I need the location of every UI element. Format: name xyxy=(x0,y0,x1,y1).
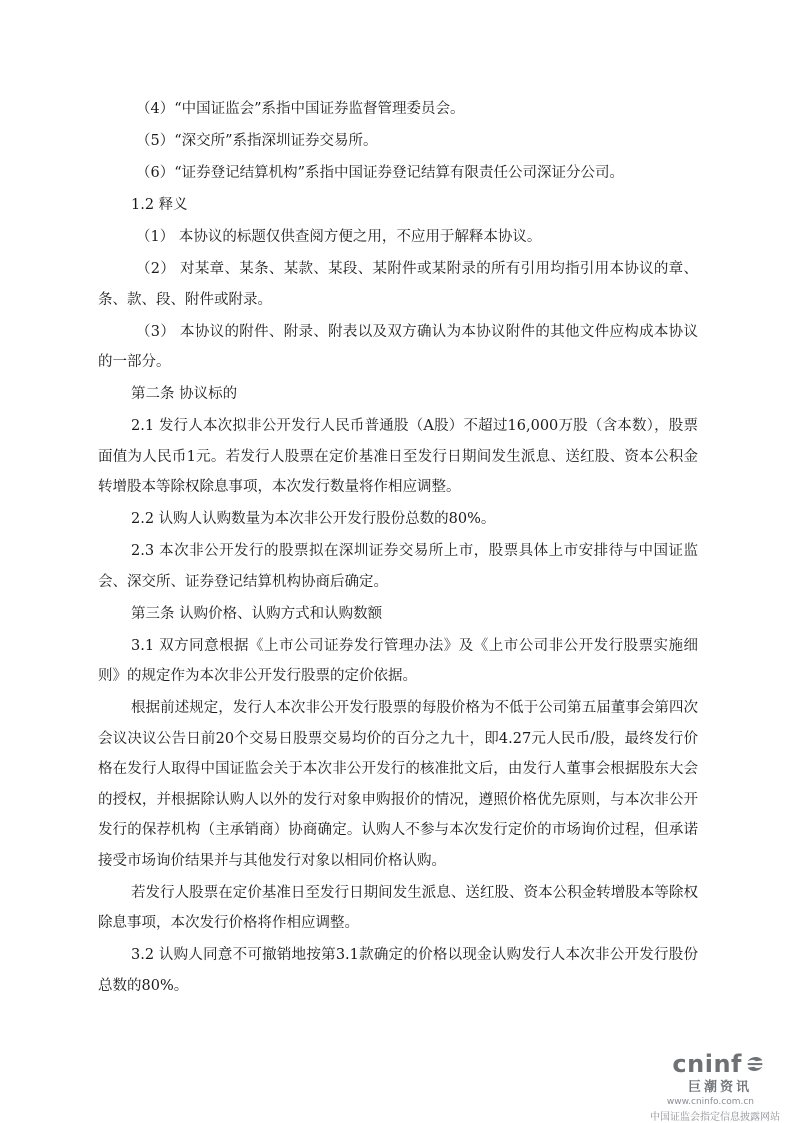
watermark-url: www.cninfo.com.cn xyxy=(666,1097,754,1107)
definition-item-5: （5）“深交所”系指深圳证券交易所。 xyxy=(136,133,378,149)
interpretation-item-3: （3） 本协议的附件、附录、附表以及双方确认为本协议附件的其他文件应构成本协议的一部分。 xyxy=(98,323,698,370)
cninfo-watermark xyxy=(626,1050,780,1123)
article-2-heading: 第二条 协议标的 xyxy=(131,386,238,402)
clause-3-2: 3.2 认购人同意不可撤销地按第3.1款确定的价格以现金认购发行人本次非公开发行股份总数的80%。 xyxy=(98,947,698,994)
clause-3-1-pricing: 根据前述规定，发行人本次非公开发行股票的每股价格为不低于公司第五届董事会第四次会议决议公告日前20个交易日股票交易均价的百分之九十，即4.27元人民币/股，最终发行价格在发行人取得中国证监会关于本次非公开发行的核准批文后，由发行人董事会根据股东大会的授权，并根据除认购人以外的发行对象申购报价的情况，遵照价格优先原则，与本次非公开发行的保荐机构（主承销商）协商确定。认购人不参与本次发行定价的市场询价过程，但承诺接受市场询价结果并与其他发行对象以相同价格认购。 xyxy=(98,700,698,869)
clause-2-3: 2.3 本次非公开发行的股票拟在深圳证券交易所上市，股票具体上市安排待与中国证监会、深交所、证券登记结算机构协商后确定。 xyxy=(98,543,698,590)
definition-item-4: （4）“中国证监会”系指中国证券监督管理委员会。 xyxy=(136,101,465,117)
interpretation-item-2: （2） 对某章、某条、某款、某段、某附件或某附录的所有引用均指引用本协议的章、条、款、段、附件或附录。 xyxy=(98,261,698,308)
clause-2-2: 2.2 认购人认购数量为本次非公开发行股份总数的80%。 xyxy=(131,511,496,527)
watermark-chinese-name: 巨潮资讯 xyxy=(687,1080,752,1095)
watermark-logo-text: cninf xyxy=(672,1050,742,1078)
watermark-tagline: 中国证监会指定信息披露网站 xyxy=(650,1112,780,1123)
section-heading-1-2: 1.2 释义 xyxy=(131,197,188,213)
clause-3-1-adjustment: 若发行人股票在定价基准日至发行日期间发生派息、送红股、资本公积金转增股本等除权除息事项，本次发行价格将作相应调整。 xyxy=(98,884,698,931)
document-body xyxy=(98,94,698,1003)
definition-item-6: （6）“证券登记结算机构”系指中国证券登记结算有限责任公司深证分公司。 xyxy=(136,165,625,181)
watermark-logo-row xyxy=(672,1050,766,1078)
interpretation-item-1: （1） 本协议的标题仅供查阅方便之用，不应用于解释本协议。 xyxy=(136,229,542,245)
article-3-heading: 第三条 认购价格、认购方式和认购数额 xyxy=(131,605,383,622)
clause-3-1: 3.1 双方同意根据《上市公司证券发行管理办法》及《上市公司非公开发行股票实施细则》的规定作为本次非公开发行股票的定价依据。 xyxy=(98,637,698,684)
cninfo-swirl-icon xyxy=(744,1053,766,1075)
clause-2-1: 2.1 发行人本次拟非公开发行人民币普通股（A股）不超过16,000万股（含本数），股票面值为人民币1元。若发行人股票在定价基准日至发行日期间发生派息、送红股、资本公积金转增股本等除权除息事项，本次发行数量将作相应调整。 xyxy=(98,418,698,495)
